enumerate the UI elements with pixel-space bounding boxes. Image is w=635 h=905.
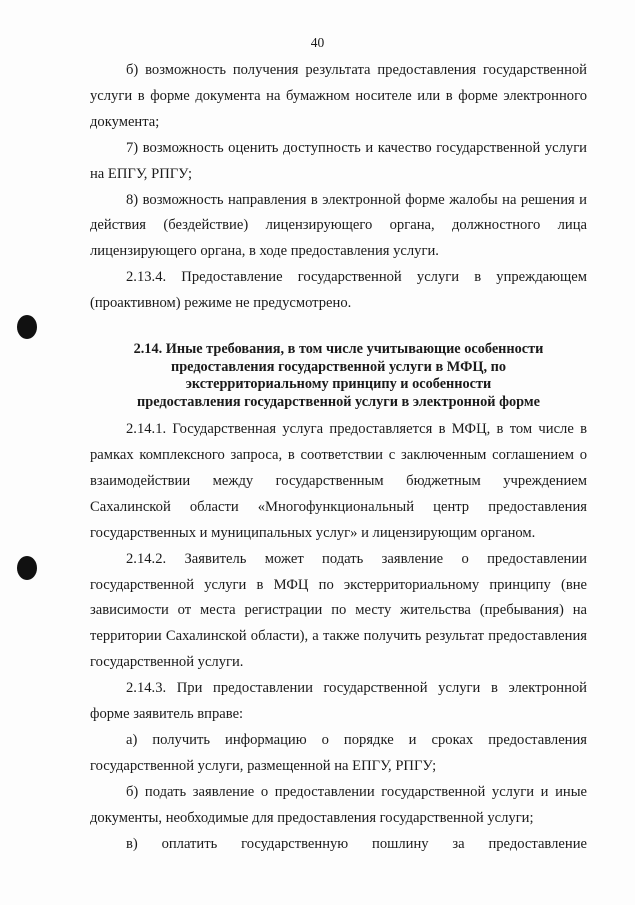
paragraph-a: а) получить информацию о порядке и сроках предоставления государственной услуги, размещенной на ЕПГУ, РПГУ; bbox=[90, 731, 587, 774]
heading-line: предоставления государственной услуги в МФЦ, по bbox=[170, 358, 507, 375]
paragraph-7: 7) возможность оценить доступность и качество государственной услуги на ЕПГУ, РПГУ; bbox=[90, 139, 587, 182]
paragraph-2-13-4: 2.13.4. Предоставление государственной услуги в упреждающем (проактивном) режиме не предусмотрено. bbox=[90, 269, 587, 312]
paragraph-2-14-2: 2.14.2. Заявитель может подать заявление о предоставлении государственной услуги в МФЦ по экстерриториальному принципу (вне зависимости от места регистрации по месту жительства (пребывания) на территории Сахалинской области), а также получить результат предоставления государственной услуги. bbox=[90, 550, 587, 671]
paragraph-v: в) оплатить государственную пошлину за предоставление bbox=[126, 835, 587, 852]
heading-line: экстерриториальному принципу и особенности bbox=[185, 376, 492, 393]
paragraph-6: б) возможность получения результата предоставления государственной услуги в форме документа на бумажном носителе или в форме электронного документа; bbox=[90, 62, 587, 130]
paragraph-b: б) подать заявление о предоставлении государственной услуги и иные документы, необходимые для предоставления государственной услуги; bbox=[90, 783, 587, 826]
heading-line: предоставления государственной услуги в электронной форме bbox=[137, 393, 540, 410]
heading-line: 2.14. Иные требования, в том числе учитывающие особенности bbox=[133, 341, 544, 358]
document-body bbox=[90, 58, 587, 857]
page-number: 40 bbox=[310, 35, 325, 50]
punch-hole-bottom bbox=[17, 556, 37, 580]
section-heading-2-14 bbox=[90, 341, 587, 411]
paragraph-8: 8) возможность направления в электронной форме жалобы на решения и действия (бездействие) лицензирующего органа, должностного лица лицензирующего органа, в ходе предоставления услуги. bbox=[90, 191, 587, 260]
paragraph-2-14-1: 2.14.1. Государственная услуга предоставляется в МФЦ, в том числе в рамках комплексного запроса, в соответствии с заключенным соглашением о взаимодействии между государственным бюджетным учреждением Сахалинской области «Многофункциональный центр предоставления государственных и муниципальных услуг» и лицензирующим органом. bbox=[90, 421, 587, 541]
paragraph-2-14-3: 2.14.3. При предоставлении государственной услуги в электронной форме заявитель вправе: bbox=[90, 680, 587, 723]
punch-hole-top bbox=[17, 315, 37, 339]
